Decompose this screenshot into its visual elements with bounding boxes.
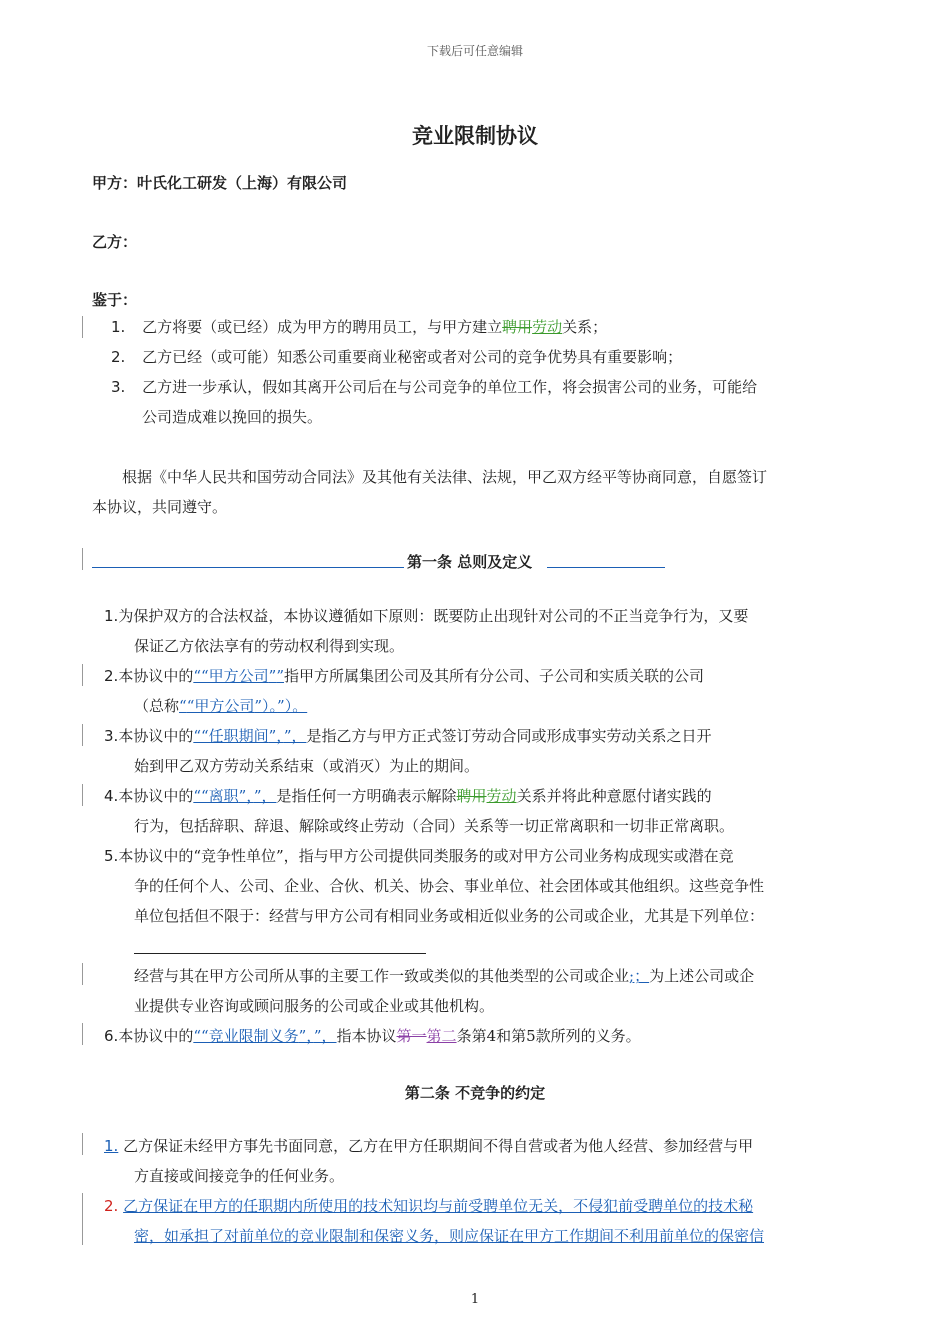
clause-item xyxy=(104,666,704,686)
revision-bar xyxy=(82,784,83,806)
deleted-text: “ xyxy=(193,727,201,745)
clause-text: 本协议中的“竞争性单位”，指与甲方公司提供同类服务的或对甲方公司业务构成现实或潜在竞 xyxy=(118,847,734,865)
clause-text: 指甲方所属集团公司及其所有分公司、子公司和实质关联的公司 xyxy=(284,667,705,685)
inserted-text: 劳动 xyxy=(532,318,563,336)
header-note: 下载后可任意编辑 xyxy=(426,44,523,58)
preamble-text: 根据《中华人民共和国劳动合同法》及其他有关法律、法规，甲乙双方经平等协商同意，自愿签订 xyxy=(122,468,768,486)
party-b: 乙方： xyxy=(92,233,138,251)
clause-item xyxy=(134,966,754,986)
clause-text: 条第4和第5款所列的义务。 xyxy=(456,1027,641,1045)
list-number: 3. xyxy=(104,727,119,745)
inserted-text: ”， xyxy=(253,787,277,805)
heading-underline xyxy=(92,567,404,568)
page-number: 1 xyxy=(470,1292,480,1307)
list-number: 2. xyxy=(104,667,119,685)
item-text: 公司造成难以挽回的损失。 xyxy=(142,408,323,426)
party-a: 甲方：叶氏化工研发（上海）有限公司 xyxy=(92,174,348,192)
list-number: 1. xyxy=(104,607,119,625)
inserted-text: “离职 xyxy=(201,787,239,805)
clause-text: 为上述公司或企 xyxy=(649,967,755,985)
whereas-item xyxy=(111,377,757,397)
clause-item xyxy=(104,606,748,626)
clause-text: 本协议中的 xyxy=(118,727,194,745)
clause-text: 本协议中的 xyxy=(118,667,194,685)
whereas-label: 鉴于： xyxy=(92,291,138,309)
clause-text: 本协议中的 xyxy=(118,787,194,805)
revision-bar xyxy=(82,724,83,746)
item-text: 关系； xyxy=(562,318,608,336)
item-text: 乙方已经（或可能）知悉公司重要商业秘密或者对公司的竞争优势具有重要影响； xyxy=(142,348,683,366)
clause-item xyxy=(134,696,307,716)
deleted-text: ”， xyxy=(238,787,254,805)
clause-text: 本协议中的 xyxy=(118,1027,194,1045)
clause-text: 指本协议 xyxy=(336,1027,397,1045)
deleted-text: “ xyxy=(193,1027,201,1045)
list-number: 5. xyxy=(104,847,119,865)
inserted-text: ” xyxy=(276,667,285,685)
deleted-text: “ xyxy=(179,697,187,715)
clause-item xyxy=(104,1136,753,1156)
list-number: 2. xyxy=(104,1197,119,1215)
clause-item xyxy=(104,786,712,806)
inserted-text: ； xyxy=(634,967,650,985)
list-number: 2. xyxy=(111,348,126,366)
whereas-item xyxy=(111,317,607,337)
revision-bar xyxy=(82,316,83,338)
deleted-text: 聘用 xyxy=(502,318,533,336)
clause-text: 争的任何个人、公司、企业、合伙、机关、协会、事业单位、社会团体或其他组织。这些竞争性 xyxy=(134,877,765,895)
clause-text: （总称 xyxy=(134,697,180,715)
clause-text: 是指任何一方明确表示解除 xyxy=(276,787,457,805)
deleted-text: 聘用 xyxy=(456,787,487,805)
clause-text: 业提供专业咨询或顾问服务的公司或企业或其他机构。 xyxy=(134,997,495,1015)
inserted-text: “任职期间 xyxy=(201,727,269,745)
revision-bar xyxy=(82,963,83,985)
inserted-text: 密，如承担了对前单位的竞业限制和保密义务，则应保证在甲方工作期间不利用前单位的保密信 xyxy=(134,1227,765,1245)
revision-bar xyxy=(82,1133,83,1155)
clause-text: 方直接或间接竞争的任何业务。 xyxy=(134,1167,345,1185)
inserted-text: “甲方公司 xyxy=(201,667,269,685)
clause-text: 是指乙方与甲方正式签订劳动合同或形成事实劳动关系之日开 xyxy=(306,727,712,745)
inserted-text: “竞业限制义务 xyxy=(201,1027,299,1045)
list-number: 1. xyxy=(111,318,126,336)
clause-text: 经营与其在甲方公司所从事的主要工作一致或类似的其他类型的公司或企业 xyxy=(134,967,630,985)
list-number: 3. xyxy=(111,378,126,396)
list-number: 6. xyxy=(104,1027,119,1045)
article-1-heading: 第一条 总则及定义 xyxy=(407,553,533,571)
inserted-text: ”， xyxy=(313,1027,337,1045)
clause-item xyxy=(104,846,734,866)
clause-text: 关系并将此种意愿付诸实践的 xyxy=(516,787,712,805)
clause-text: 为保护双方的合法权益，本协议遵循如下原则：既要防止出现针对公司的不正当竞争行为，又要 xyxy=(118,607,749,625)
deleted-text: “ xyxy=(193,787,201,805)
list-number: 1. xyxy=(104,1137,119,1155)
deleted-text: ” xyxy=(268,667,277,685)
deleted-text: 第一 xyxy=(396,1027,427,1045)
revision-bar xyxy=(82,548,83,570)
blank-line xyxy=(134,953,426,954)
clause-text: 单位包括但不限于：经营与甲方公司有相同业务或相近似业务的公司或企业，尤其是下列单位： xyxy=(134,907,765,925)
list-number: 4. xyxy=(104,787,119,805)
revision-bar xyxy=(82,664,83,686)
revision-bar xyxy=(82,1023,83,1045)
article-2-heading: 第二条 不竞争的约定 xyxy=(404,1084,546,1102)
document-title: 竞业限制协议 xyxy=(412,124,538,148)
deleted-text: “ xyxy=(193,667,201,685)
clause-item xyxy=(104,1196,753,1216)
inserted-text: 劳动 xyxy=(486,787,517,805)
item-text: 乙方进一步承认，假如其离开公司后在与公司竞争的单位工作，将会损害公司的业务，可能给 xyxy=(142,378,758,396)
clause-text: 始到甲乙双方劳动关系结束（或消灭）为止的期间。 xyxy=(134,757,480,775)
clause-item xyxy=(104,726,712,746)
clause-text: 行为，包括辞职、辞退、解除或终止劳动（合同）关系等一切正常离职和一切非正常离职。 xyxy=(134,817,735,835)
clause-text: 乙方保证未经甲方事先书面同意，乙方在甲方任职期间不得自营或者为他人经营、参加经营与甲 xyxy=(123,1137,754,1155)
revision-bar xyxy=(82,1193,83,1245)
clause-item xyxy=(104,1026,641,1046)
deleted-text: ; xyxy=(629,967,635,985)
preamble-text: 本协议，共同遵守。 xyxy=(92,498,228,516)
inserted-text: “甲方公司 xyxy=(186,697,255,715)
clause-text: 保证乙方依法享有的劳动权利得到实现。 xyxy=(134,637,405,655)
inserted-text: ”， xyxy=(283,727,307,745)
whereas-item xyxy=(111,347,682,367)
deleted-text: ”， xyxy=(298,1027,314,1045)
inserted-text: 第二 xyxy=(426,1027,457,1045)
inserted-text: ”）。 xyxy=(277,697,308,715)
inserted-text: 乙方保证在甲方的任职期内所使用的技术知识均与前受聘单位无关，不侵犯前受聘单位的技术秘 xyxy=(123,1197,754,1215)
deleted-text: ”）。 xyxy=(254,697,278,715)
deleted-text: ”， xyxy=(268,727,284,745)
heading-underline xyxy=(547,567,665,568)
item-text: 乙方将要（或已经）成为甲方的聘用员工，与甲方建立 xyxy=(142,318,503,336)
